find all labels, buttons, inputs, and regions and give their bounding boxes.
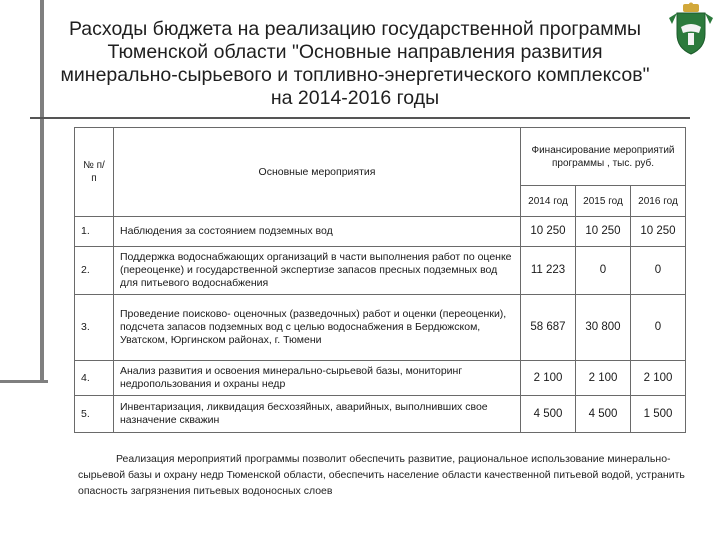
row-num: 2. bbox=[75, 247, 114, 295]
row-activity: Наблюдения за состоянием подземных вод bbox=[114, 217, 521, 247]
row-activity: Поддержка водоснабжающих организаций в части выполнения работ по оценке (переоценке) и государственной экспертизе запасов пресных подземных вод для питьевого водоснабжения bbox=[114, 247, 521, 295]
row-value-2016: 10 250 bbox=[631, 217, 686, 247]
emblem-right-support bbox=[705, 13, 713, 24]
row-num: 4. bbox=[75, 361, 114, 396]
table-row bbox=[75, 396, 686, 433]
table-row bbox=[75, 247, 686, 295]
row-value-2016: 2 100 bbox=[631, 361, 686, 396]
row-value-2015: 4 500 bbox=[576, 396, 631, 433]
table-header-row bbox=[75, 128, 686, 186]
title-divider bbox=[30, 117, 690, 119]
tyumen-coat-of-arms-icon bbox=[666, 2, 716, 56]
table-row bbox=[75, 295, 686, 361]
row-value-2015: 10 250 bbox=[576, 217, 631, 247]
row-value-2015: 0 bbox=[576, 247, 631, 295]
emblem-figure-body bbox=[688, 33, 694, 45]
header-year-2014: 2014 год bbox=[521, 186, 576, 217]
header-num: № п/п bbox=[75, 128, 114, 217]
row-value-2015: 2 100 bbox=[576, 361, 631, 396]
row-value-2014: 10 250 bbox=[521, 217, 576, 247]
slide-title: Расходы бюджета на реализацию государственной программы Тюменской области "Основные направления развития минерально-сырьевого и топливно-энергетического комплексов" на 2014-2016 годы bbox=[60, 18, 650, 109]
table-row bbox=[75, 217, 686, 247]
row-value-2015: 30 800 bbox=[576, 295, 631, 361]
row-value-2016: 0 bbox=[631, 247, 686, 295]
table-row bbox=[75, 361, 686, 396]
summary-note: Реализация мероприятий программы позволит обеспечить развитие, рациональное использование минерально-сырьевой базы и охрану недр Тюменской области, обеспечить население области качественной питьевой водой, устранить опасность загрязнения питьевых водоносных слоев bbox=[78, 453, 685, 497]
row-value-2016: 0 bbox=[631, 295, 686, 361]
left-decorative-bar bbox=[0, 0, 48, 383]
left-decorative-bar-foot bbox=[0, 380, 48, 383]
emblem-crown bbox=[683, 3, 699, 13]
row-activity: Инвентаризация, ликвидация бесхозяйных, аварийных, выполнивших свое назначение скважин bbox=[114, 396, 521, 433]
row-num: 1. bbox=[75, 217, 114, 247]
header-year-2016: 2016 год bbox=[631, 186, 686, 217]
row-value-2014: 2 100 bbox=[521, 361, 576, 396]
row-value-2016: 1 500 bbox=[631, 396, 686, 433]
row-activity: Проведение поисково- оценочных (разведочных) работ и оценки (переоценки), подсчета запасов подземных вод с целью водоснабжения в Бердюжском, Уватском, Юргинском районах, г. Тюмени bbox=[114, 295, 521, 361]
row-activity: Анализ развития и освоения минерально-сырьевой базы, мониторинг недропользования и охраны недр bbox=[114, 361, 521, 396]
emblem-left-support bbox=[669, 13, 677, 24]
budget-table bbox=[74, 127, 686, 433]
row-num: 3. bbox=[75, 295, 114, 361]
header-year-2015: 2015 год bbox=[576, 186, 631, 217]
row-value-2014: 11 223 bbox=[521, 247, 576, 295]
row-value-2014: 4 500 bbox=[521, 396, 576, 433]
header-activities: Основные мероприятия bbox=[114, 128, 521, 217]
header-funding: Финансирование мероприятий программы , тыс. руб. bbox=[521, 128, 686, 186]
row-num: 5. bbox=[75, 396, 114, 433]
row-value-2014: 58 687 bbox=[521, 295, 576, 361]
